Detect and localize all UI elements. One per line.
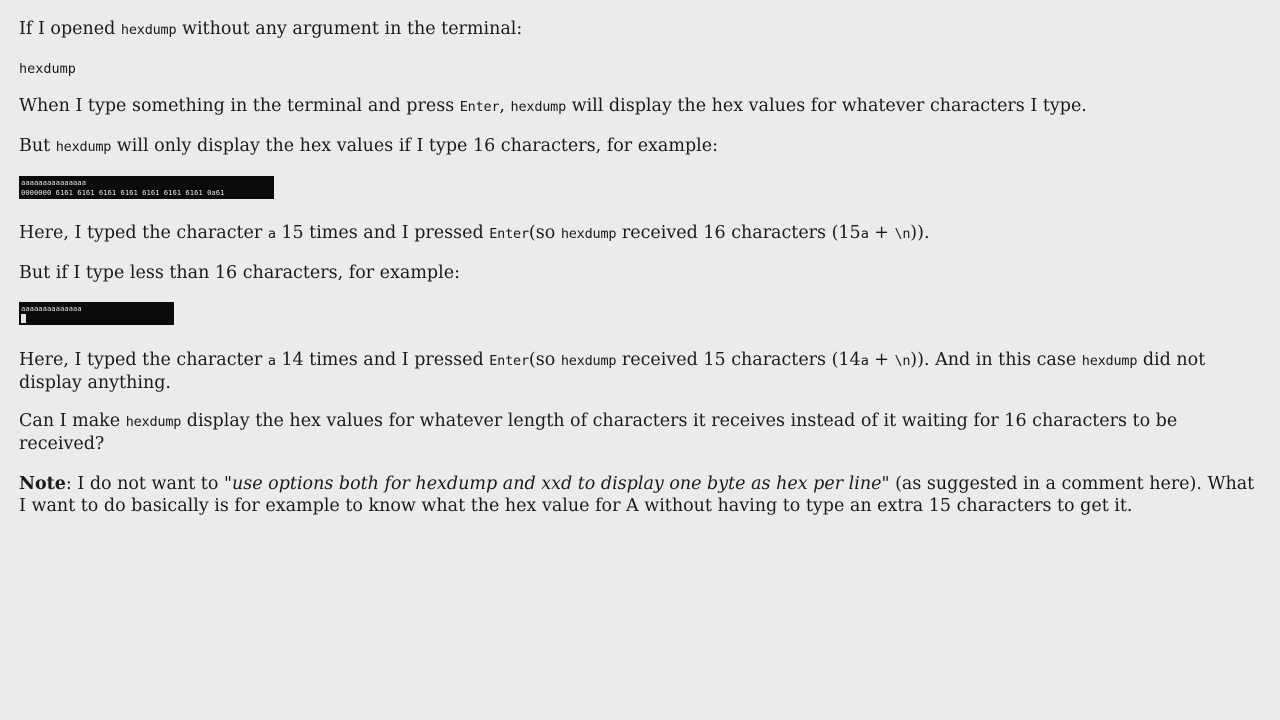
terminal-input-line: aaaaaaaaaaaaaaa xyxy=(21,178,86,187)
paragraph-note xyxy=(19,473,1264,517)
text: + xyxy=(868,350,895,370)
inline-code: hexdump xyxy=(510,99,567,115)
paragraph-typing xyxy=(19,95,1264,118)
text: will display the hex values for whatever characters I type. xyxy=(566,96,1087,116)
text: 14 times and I pressed xyxy=(275,350,490,370)
text: Here, I typed the character xyxy=(19,223,268,243)
inline-code: hexdump xyxy=(120,22,177,38)
inline-code: a xyxy=(860,353,869,369)
inline-code: hexdump xyxy=(125,414,182,430)
text: (so xyxy=(528,350,561,370)
inline-code: a xyxy=(860,226,869,242)
inline-code: \n xyxy=(894,353,911,369)
text: If I opened xyxy=(19,19,121,39)
text: : I do not want to " xyxy=(65,474,232,494)
text: 15 times and I pressed xyxy=(275,223,490,243)
paragraph-16-chars xyxy=(19,135,1264,158)
inline-code: hexdump xyxy=(560,226,617,242)
inline-code: a xyxy=(267,226,276,242)
paragraph-14-times xyxy=(19,349,1264,394)
terminal-input-line: aaaaaaaaaaaaaa xyxy=(21,304,82,313)
text: , xyxy=(499,96,511,116)
text: Here, I typed the character xyxy=(19,350,268,370)
text: When I type something in the terminal and press xyxy=(19,96,460,116)
command-code-block: hexdump xyxy=(19,61,76,77)
paragraph-15-times xyxy=(19,222,1264,245)
paragraph-less-than-16: But if I type less than 16 characters, for example: xyxy=(19,263,460,283)
cursor-icon xyxy=(21,314,26,323)
text: received 15 characters (14 xyxy=(616,350,861,370)
inline-code: \n xyxy=(894,226,911,242)
text: (so xyxy=(528,223,561,243)
inline-code: Enter xyxy=(489,353,529,369)
text: But xyxy=(19,136,56,156)
text: will only display the hex values if I type 16 characters, for example: xyxy=(111,136,719,156)
terminal-output-line: 0000000 6161 6161 6161 6161 6161 6161 6161 0a61 xyxy=(21,188,225,197)
paragraph-intro xyxy=(19,18,1264,41)
quoted-suggestion: use options both for hexdump and xxd to display one byte as hex per line xyxy=(232,474,882,494)
terminal-screenshot-16-chars xyxy=(19,176,274,199)
text: Can I make xyxy=(19,411,126,431)
inline-code: Enter xyxy=(489,226,529,242)
note-label: Note xyxy=(19,474,66,494)
paragraph-question xyxy=(19,410,1264,455)
text: + xyxy=(868,223,895,243)
text: received 16 characters (15 xyxy=(616,223,861,243)
terminal-screenshot-14-chars xyxy=(19,302,174,325)
text: display the hex values for whatever length of characters it receives instead of it waiting for 16 characters to be received? xyxy=(19,411,1178,454)
text: did not display anything. xyxy=(19,350,1206,393)
text: " (as suggested in a comment here). What I want to do basically is for example to know what the hex value for A without having to type an extra 15 characters to get it. xyxy=(19,474,1255,516)
text: )). And in this case xyxy=(910,350,1082,370)
inline-code: Enter xyxy=(459,99,500,115)
inline-code: hexdump xyxy=(55,139,112,155)
terminal-cursor-line xyxy=(21,314,172,324)
text: without any argument in the terminal: xyxy=(176,19,523,39)
inline-code: hexdump xyxy=(1081,353,1138,369)
text: )). xyxy=(910,223,930,243)
inline-code: a xyxy=(267,353,276,369)
inline-code: hexdump xyxy=(560,353,617,369)
